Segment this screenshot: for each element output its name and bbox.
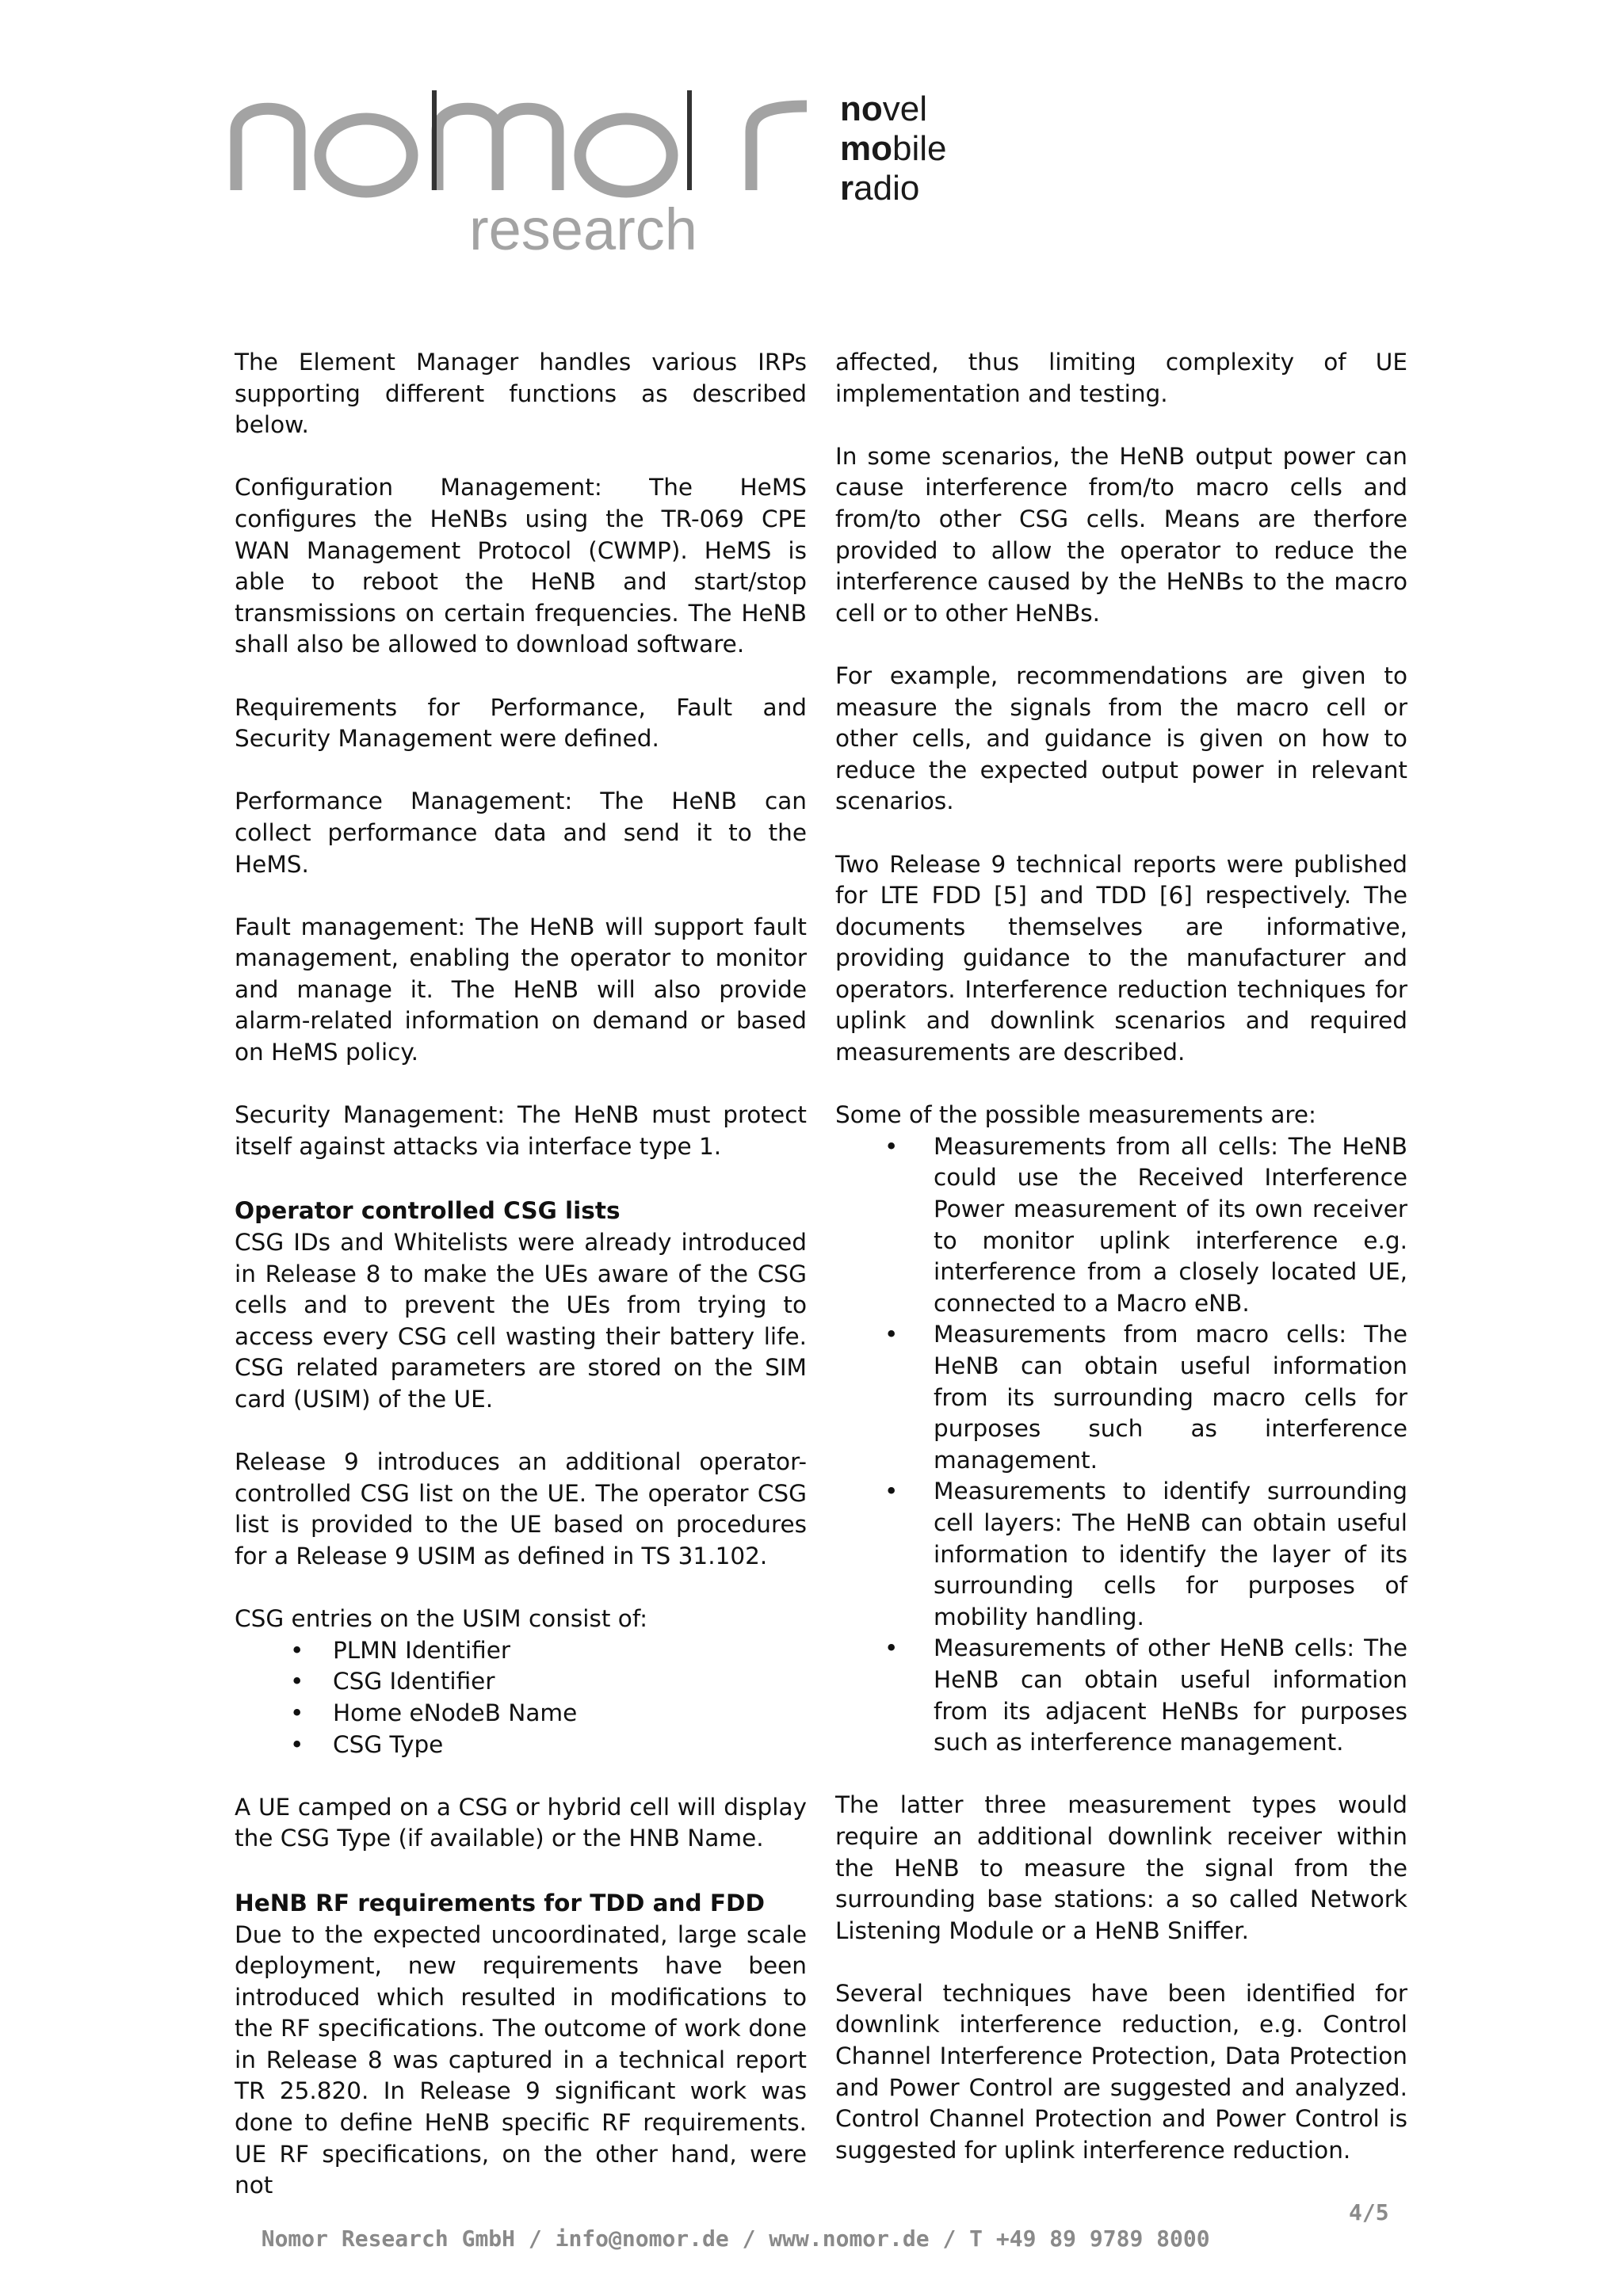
paragraph-fault-management: Fault management: The HeNB will support fault management, enabling the operator to monitor and manage it. The HeNB will also provide alarm-related information on demand or based on HeMS policy.	[235, 913, 807, 1066]
list-item: • Measurements of other HeNB cells: The HeNB can obtain useful information from its adjacent HeNBs for purposes such as interference management.	[835, 1633, 1407, 1758]
paragraph-security-management: Security Management: The HeNB must protect itself against attacks via interface type 1.	[235, 1101, 807, 1160]
list-item: • PLMN Identifier	[235, 1635, 807, 1667]
list-item: • Home eNodeB Name	[235, 1698, 807, 1730]
paragraph-output-power: In some scenarios, the HeNB output power can cause interference from/to macro cells and from/to other CSG cells. Means are therfore provided to allow the operator to reduce the interference caused by the HeNBs to the macro cell or to other HeNBs.	[835, 442, 1407, 627]
heading-henb-rf-requirements: HeNB RF requirements for TDD and FDD	[235, 1889, 766, 1917]
paragraph-csg-ids: CSG IDs and Whitelists were already introduced in Release 8 to make the UEs aware of the CSG cells and to prevent the UEs from trying to access every CSG cell wasting their battery life. CSG related parameters are stored on the SIM card (USIM) of the UE.	[235, 1229, 807, 1413]
page-number: 4/5	[1349, 2199, 1389, 2225]
paragraph-ue-camped: A UE camped on a CSG or hybrid cell will display the CSG Type (if available) or the HNB Name.	[235, 1793, 807, 1852]
list-item: • CSG Identifier	[235, 1666, 807, 1698]
paragraph-rf-requirements: Due to the expected uncoordinated, large scale deployment, new requirements have been introduced which resulted in modifications to the RF specifications. The outcome of work done in Release 8 was captured in a technical report TR 25.820. In Release 9 significant work was done to define HeNB specific RF requirements. UE RF specifications, on the other hand, were not	[235, 1920, 807, 2199]
paragraph-csg-entries: CSG entries on the USIM consist of:	[235, 1605, 648, 1633]
paragraph-element-manager: The Element Manager handles various IRPs supporting different functions as described below.	[235, 349, 807, 439]
paragraph-interference-techniques: Several techniques have been identified for downlink interference reduction, e.g. Control Channel Interference Protection, Data Protection and Power Control are suggested and analyzed. Control Channel Protection and Power Control is suggested for uplink interference reduction.	[835, 1979, 1407, 2164]
paragraph-technical-reports: Two Release 9 technical reports were published for LTE FDD [5] and TDD [6] respectively. The documents themselves are informative, providing guidance to the manufacturer and operators. Interference reduction techniques for uplink and downlink scenarios and required measurements are described.	[835, 850, 1407, 1066]
nomor-research-logo	[230, 71, 991, 261]
footer-contact: Nomor Research GmbH / info@nomor.de / www.nomor.de / T +49 89 9789 8000	[261, 2225, 1210, 2252]
csg-entries-list	[235, 1635, 807, 1760]
right-column	[835, 347, 1407, 2166]
list-item: • Measurements from all cells: The HeNB could use the Received Interference Power measurement of its own receiver to monitor uplink interference e.g. interference from a closely located UE, connected to a Macro eNB.	[835, 1131, 1407, 1320]
paragraph-configuration-management: Configuration Management: The HeMS configures the HeNBs using the TR-069 CPE WAN Management Protocol (CWMP). HeMS is able to reboot the HeNB and start/stop transmissions on certain frequencies. The HeNB shall also be allowed to download software.	[235, 474, 807, 658]
paragraph-recommendations: For example, recommendations are given to measure the signals from the macro cell or other cells, and guidance is given on how to reduce the expected output power in relevant scenarios.	[835, 662, 1407, 815]
left-column	[235, 347, 807, 2202]
paragraph-network-listening: The latter three measurement types would require an additional downlink receiver within the HeNB to measure the signal from the surrounding base stations: a so called Network Listening Module or a HeNB Sniffer.	[835, 1791, 1407, 1944]
svg-text:radio: radio	[840, 169, 920, 208]
measurements-list	[835, 1131, 1407, 1759]
svg-text:novel: novel	[840, 90, 928, 128]
list-item: • Measurements to identify surrounding cell layers: The HeNB can obtain useful information to identify the layer of its surrounding cells for purposes of mobility handling.	[835, 1476, 1407, 1633]
list-item: • Measurements from macro cells: The HeNB can obtain useful information from its surrounding macro cells for purposes such as interference management.	[835, 1319, 1407, 1476]
heading-operator-csg-lists: Operator controlled CSG lists	[235, 1197, 621, 1225]
list-item: • CSG Type	[235, 1730, 807, 1761]
svg-text:mobile: mobile	[840, 129, 947, 168]
page-footer	[235, 2199, 1392, 2252]
paragraph-performance-management: Performance Management: The HeNB can collect performance data and send it to the HeMS.	[235, 788, 807, 878]
paragraph-release-9-csg: Release 9 introduces an additional operator-controlled CSG list on the UE. The operator CSG list is provided to the UE based on procedures for a Release 9 USIM as defined in TS 31.102.	[235, 1448, 807, 1569]
paragraph-requirements: Requirements for Performance, Fault and Security Management were defined.	[235, 693, 807, 753]
paragraph-affected: affected, thus limiting complexity of UE implementation and testing.	[835, 349, 1407, 407]
svg-text:research: research	[469, 196, 697, 261]
paragraph-possible-measurements: Some of the possible measurements are:	[835, 1101, 1316, 1129]
